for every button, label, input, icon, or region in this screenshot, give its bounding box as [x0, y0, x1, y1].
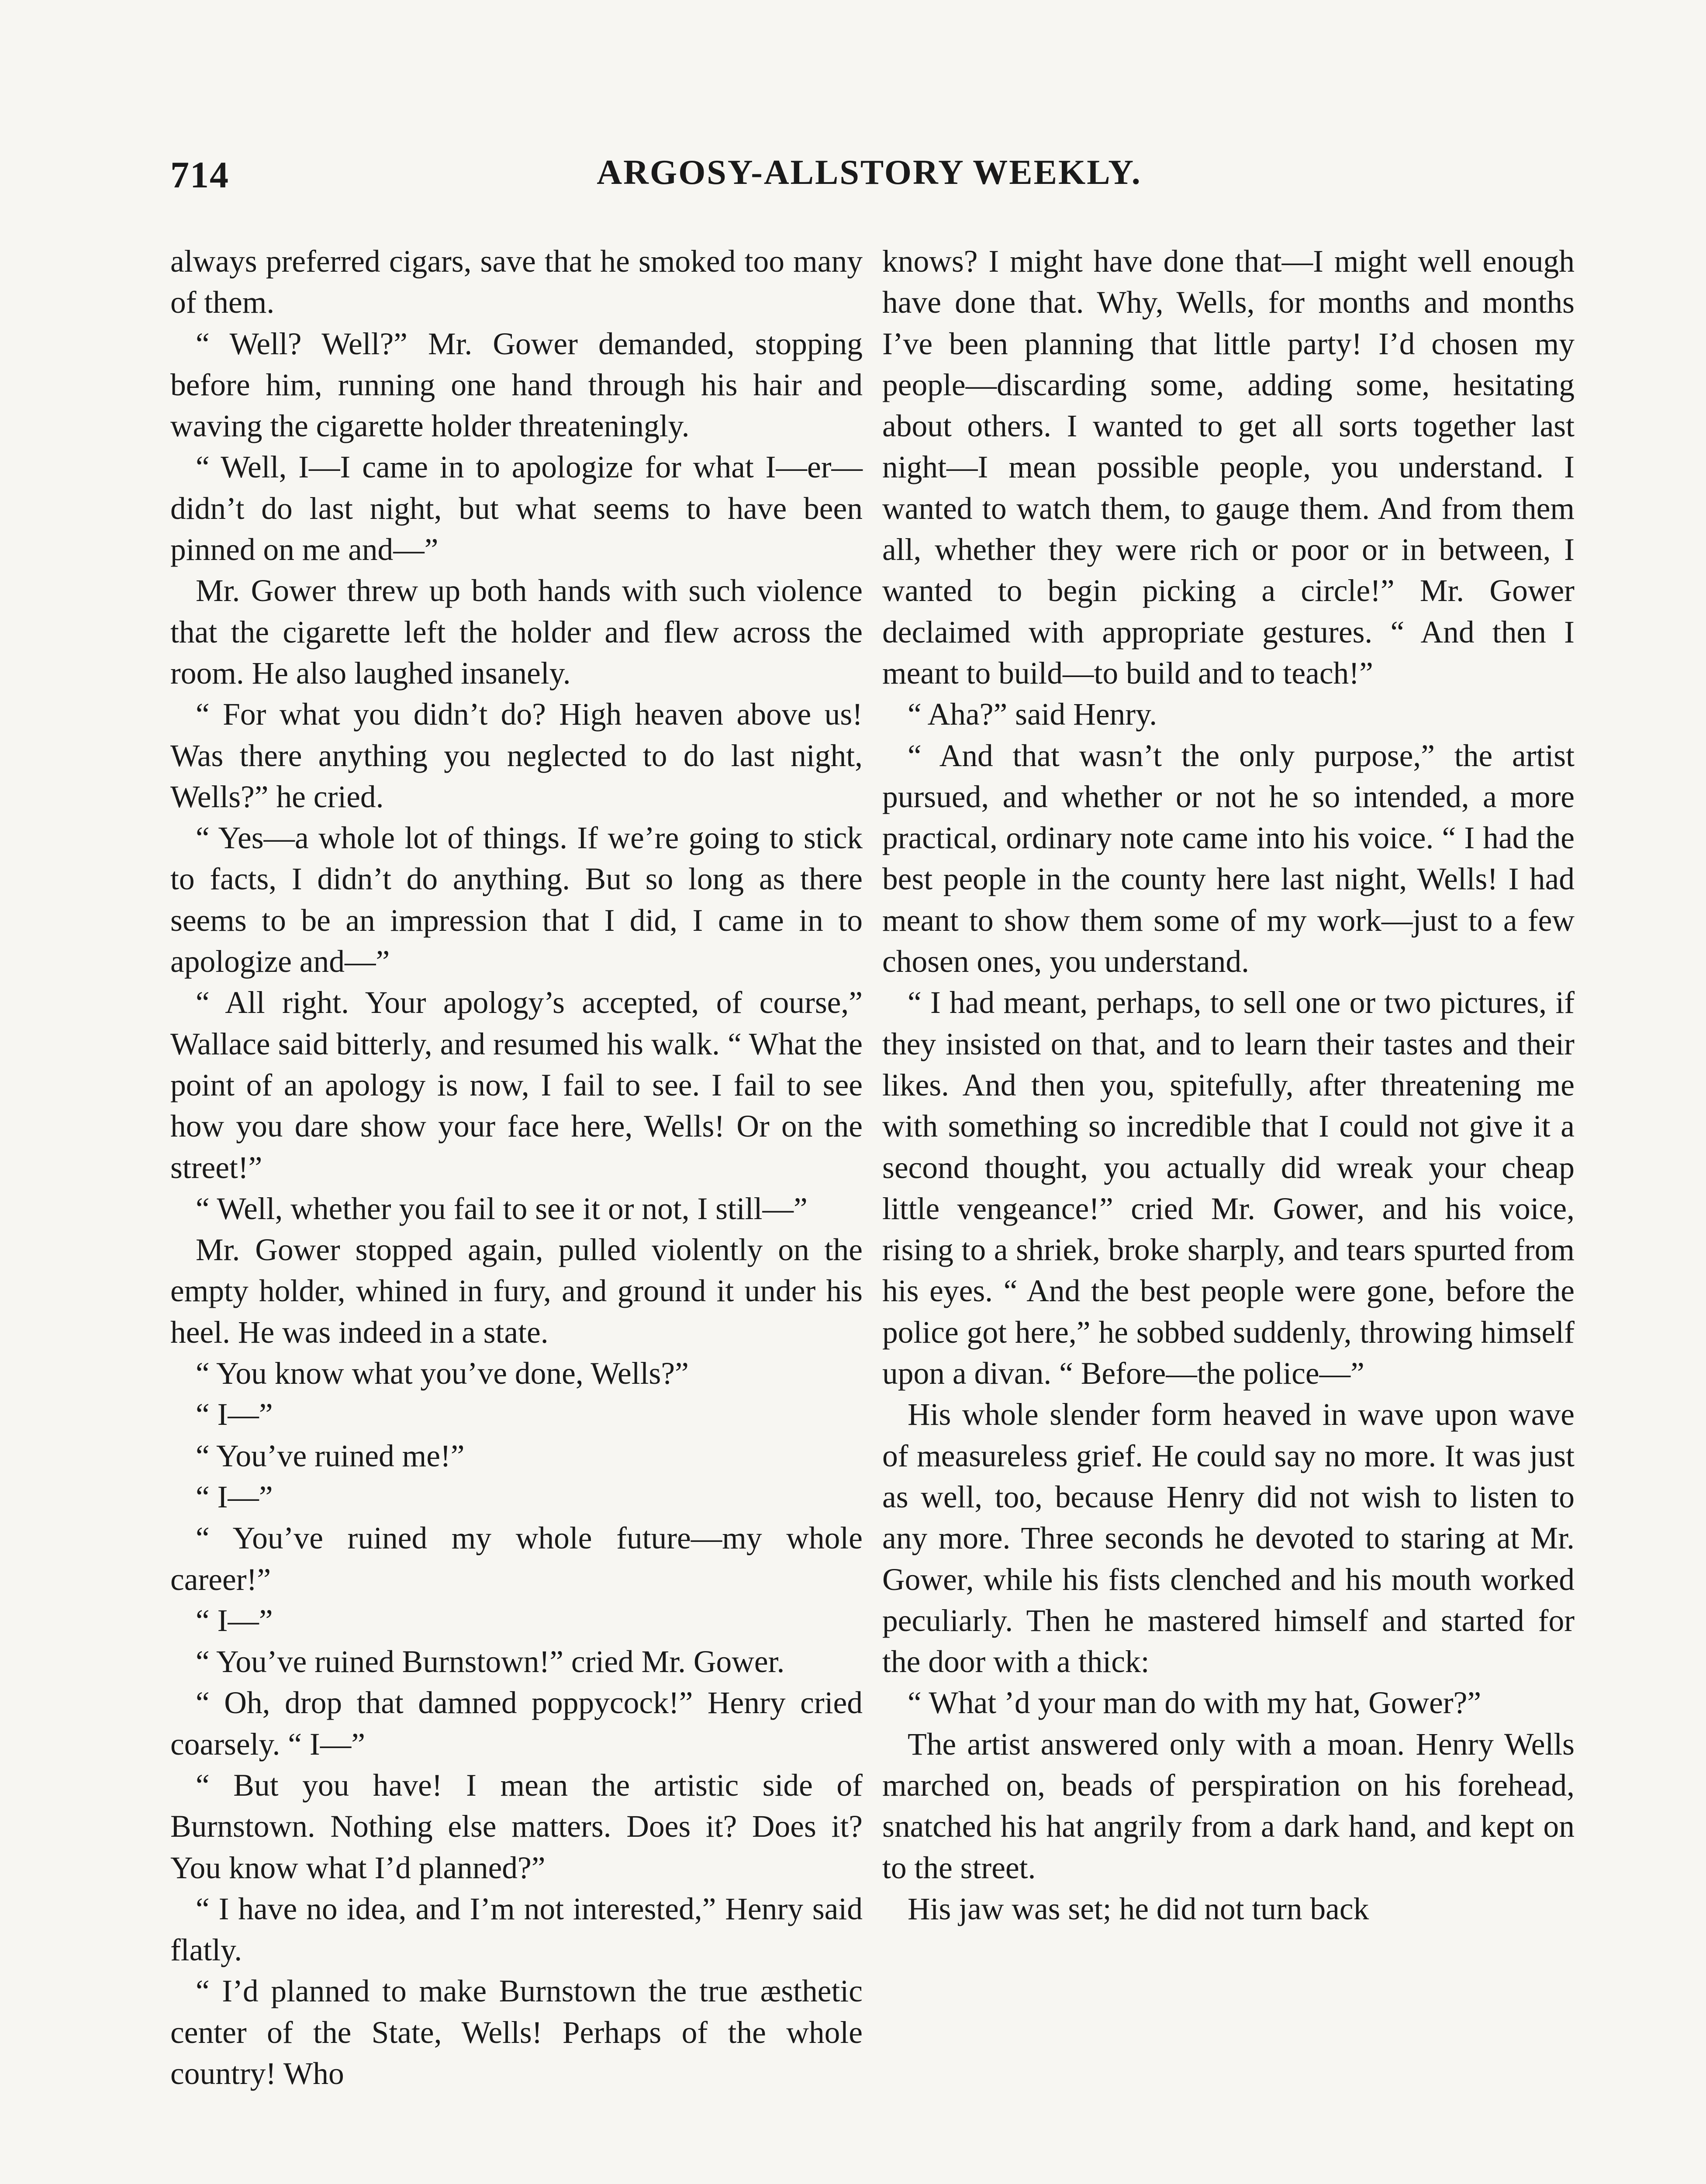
running-title: ARGOSY-ALLSTORY WEEKLY.: [597, 153, 1142, 192]
paragraph: “ I have no idea, and I’m not interested,” Henry said flatly.: [170, 1891, 863, 1968]
paragraph: “ What ’d your man do with my hat, Gower?”: [908, 1686, 1482, 1721]
paragraph: “ Well, whether you fail to see it or not, I still—”: [196, 1191, 808, 1226]
paragraph: knows? I might have done that—I might well enough have done that. Why, Wells, for months and months I’ve been planning that little party! I’d chosen my people—discarding some, adding some, hesitating about others. I wanted to get all sorts together last night—I mean possible people, you understand. I wanted to watch them, to gauge them. And from them all, whether they were rich or poor or in between, I wanted to begin picking a circle!” Mr. Gower declaimed with appropriate gestures. “ And then I meant to build—to build and to teach!”: [882, 244, 1575, 691]
paragraph: “ Aha?” said Henry.: [908, 697, 1157, 732]
paragraph: Mr. Gower threw up both hands with such violence that the cigarette left the holder and flew across the room. He also laughed insanely.: [170, 574, 863, 691]
paragraph: “ You’ve ruined my whole future—my whole career!”: [170, 1521, 863, 1597]
paragraph: “ Well, I—I came in to apologize for what I—er—didn’t do last night, but what seems to have been pinned on me and—”: [170, 450, 863, 567]
paragraph: “ Oh, drop that damned poppycock!” Henry cried coarsely. “ I—”: [170, 1686, 863, 1762]
paragraph: always preferred cigars, save that he smoked too many of them.: [170, 244, 863, 320]
paragraph: “ Well? Well?” Mr. Gower demanded, stopping before him, running one hand through his hair and waving the cigarette holder threateningly.: [170, 326, 863, 444]
paragraph: “ I—”: [196, 1603, 273, 1638]
paragraph: “ I had meant, perhaps, to sell one or two pictures, if they insisted on that, and to learn their tastes and their likes. And then you, spitefully, after threatening me with something so incredible that I could not give it a second thought, you actually did wreak your cheap little vengeance!” cried Mr. Gower, and his voice, rising to a shriek, broke sharply, and tears spurted from his eyes. “ And the best people were gone, before the police got here,” he sobbed suddenly, throwing himself upon a divan. “ Before—the police—”: [882, 985, 1575, 1391]
paragraph: “ I’d planned to make Burnstown the true æsthetic center of the State, Wells! Perhaps of the whole country! Who: [170, 1974, 863, 2091]
paragraph: “ Yes—a whole lot of things. If we’re going to stick to facts, I didn’t do anything. But so long as there seems to be an impression that I did, I came in to apologize and—”: [170, 821, 863, 979]
paragraph: “ For what you didn’t do? High heaven above us! Was there anything you neglected to do last night, Wells?” he cried.: [170, 697, 863, 814]
left-column: [170, 241, 863, 2094]
paragraph: “ I—”: [196, 1479, 273, 1514]
paragraph: “ I—”: [196, 1397, 273, 1432]
paragraph: “ You’ve ruined me!”: [196, 1438, 465, 1473]
right-column: [882, 241, 1575, 1930]
paragraph: “ You know what you’ve done, Wells?”: [196, 1356, 689, 1391]
paragraph: “ And that wasn’t the only purpose,” the artist pursued, and whether or not he so intended, a more practical, ordinary note came into his voice. “ I had the best people in the county here last night, Wells! I had meant to show them some of my work—just to a few chosen ones, you understand.: [882, 738, 1575, 979]
paragraph: His jaw was set; he did not turn back: [908, 1891, 1369, 1926]
paragraph: The artist answered only with a moan. Henry Wells marched on, beads of perspiration on his forehead, snatched his hat angrily from a dark hand, and kept on to the street.: [882, 1727, 1575, 1885]
paragraph: “ You’ve ruined Burnstown!” cried Mr. Gower.: [196, 1645, 785, 1679]
page-number: 714: [170, 154, 229, 196]
paragraph: Mr. Gower stopped again, pulled violently on the empty holder, whined in fury, and ground it under his heel. He was indeed in a state.: [170, 1233, 863, 1350]
paragraph: “ But you have! I mean the artistic side of Burnstown. Nothing else matters. Does it? Does it? You know what I’d planned?”: [170, 1768, 863, 1885]
paragraph: His whole slender form heaved in wave upon wave of measureless grief. He could say no more. It was just as well, too, because Henry did not wish to listen to any more. Three seconds he devoted to staring at Mr. Gower, while his fists clenched and his mouth worked peculiarly. Then he mastered himself and started for the door with a thick:: [882, 1397, 1575, 1679]
paragraph: “ All right. Your apology’s accepted, of course,” Wallace said bitterly, and resumed his walk. “ What the point of an apology is now, I fail to see. I fail to see how you dare show your face here, Wells! Or on the street!”: [170, 985, 863, 1185]
page-header: [170, 153, 1568, 210]
